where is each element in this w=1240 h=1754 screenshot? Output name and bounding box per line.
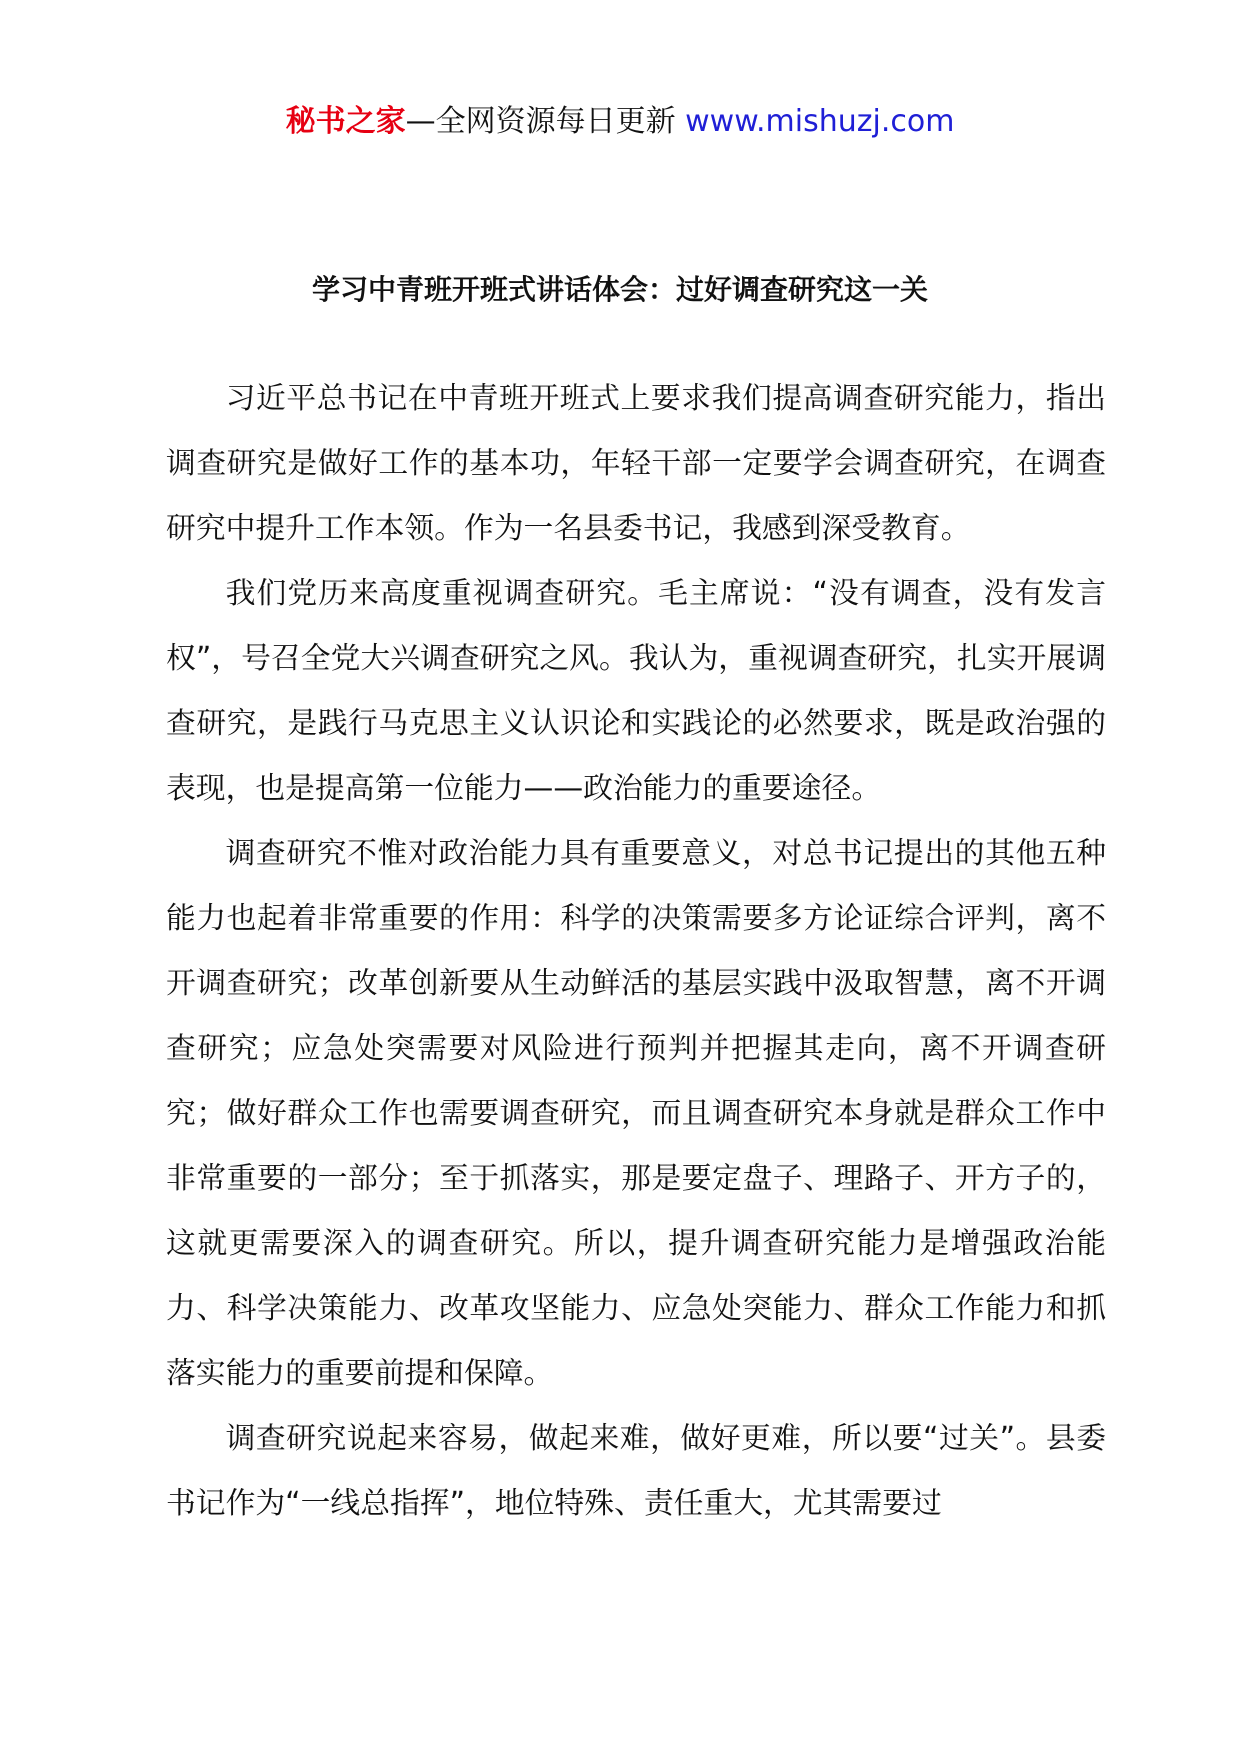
document-body [166, 366, 1106, 1536]
site-header [0, 102, 1240, 142]
site-url-link[interactable]: www.mishuzj.com [685, 104, 955, 139]
document-title: 学习中青班开班式讲话体会：过好调查研究这一关 [311, 273, 928, 306]
site-brand: 秘书之家 [285, 104, 406, 139]
paragraph-2: 我们党历来高度重视调查研究。毛主席说：“没有调查，没有发言权”，号召全党大兴调查研究之风。我认为，重视调查研究，扎实开展调查研究，是践行马克思主义认识论和实践论的必然要求，既是政治强的表现，也是提高第一位能力——政治能力的重要途径。 [166, 576, 1106, 806]
paragraph-4: 调查研究说起来容易，做起来难，做好更难，所以要“过关”。县委书记作为“一线总指挥”，地位特殊、责任重大，尤其需要过 [166, 1421, 1106, 1521]
paragraph-3: 调查研究不惟对政治能力具有重要意义，对总书记提出的其他五种能力也起着非常重要的作用：科学的决策需要多方论证综合评判，离不开调查研究；改革创新要从生动鲜活的基层实践中汲取智慧，离不开调查研究；应急处突需要对风险进行预判并把握其走向，离不开调查研究；做好群众工作也需要调查研究，而且调查研究本身就是群众工作中非常重要的一部分；至于抓落实，那是要定盘子、理路子、开方子的，这就更需要深入的调查研究。所以，提升调查研究能力是增强政治能力、科学决策能力、改革攻坚能力、应急处突能力、群众工作能力和抓落实能力的重要前提和保障。 [166, 836, 1106, 1391]
site-tagline: —全网资源每日更新 [405, 104, 686, 139]
paragraph-1: 习近平总书记在中青班开班式上要求我们提高调查研究能力，指出调查研究是做好工作的基本功，年轻干部一定要学会调查研究，在调查研究中提升工作本领。作为一名县委书记，我感到深受教育。 [166, 381, 1106, 546]
